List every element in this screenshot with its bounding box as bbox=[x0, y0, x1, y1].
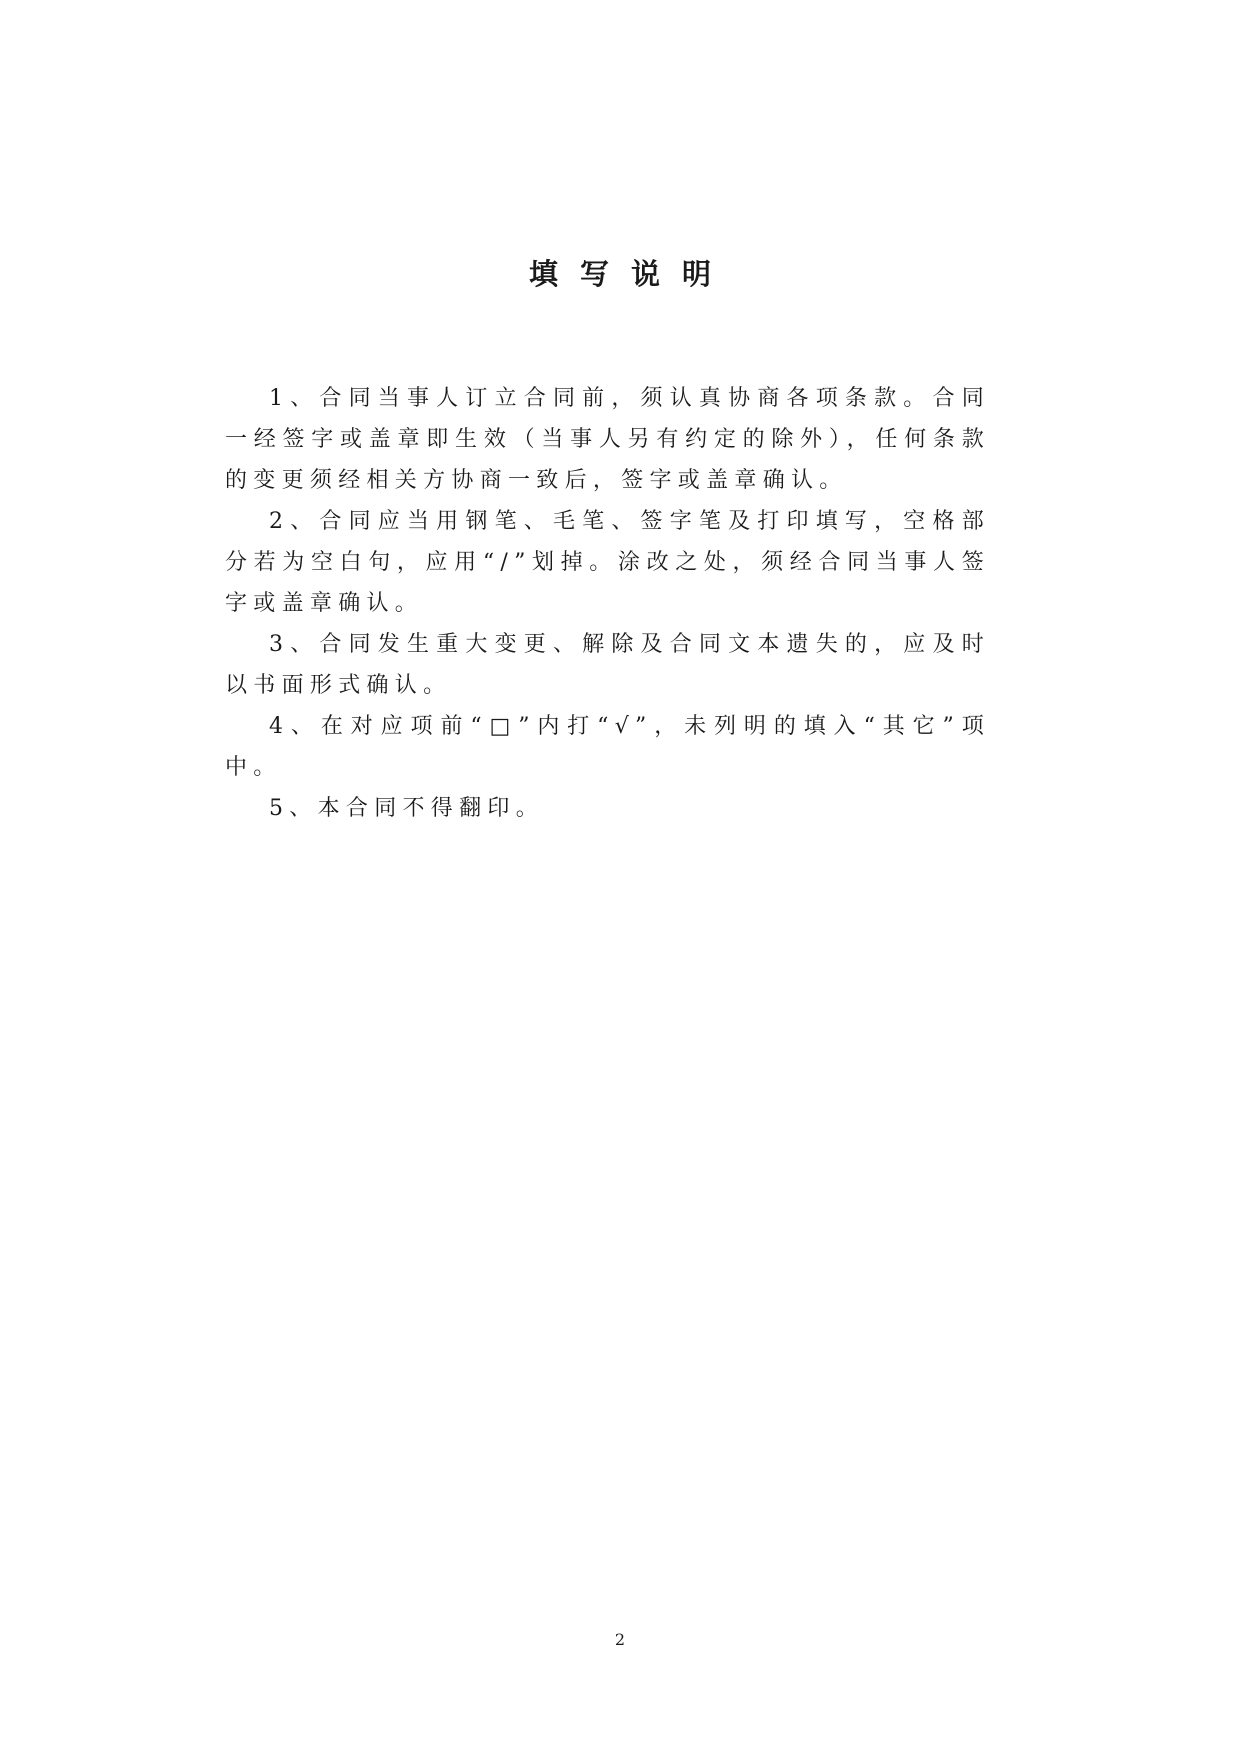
document-title: 填写说明 bbox=[528, 257, 733, 291]
instruction-item-1: 1、合同当事人订立合同前，须认真协商各项条款。合同一经签字或盖章即生效（当事人另有约定的除外），任何条款的变更须经相关方协商一致后，签字或盖章确认。 bbox=[225, 386, 990, 493]
instruction-item-4: 4、在对应项前“□”内打“√”，未列明的填入“其它”项中。 bbox=[225, 714, 990, 780]
instruction-item-3: 3、合同发生重大变更、解除及合同文本遗失的，应及时以书面形式确认。 bbox=[225, 632, 990, 698]
instruction-item-2: 2、合同应当用钢笔、毛笔、签字笔及打印填写，空格部分若为空白句，应用“/”划掉。涂改之处，须经合同当事人签字或盖章确认。 bbox=[225, 509, 990, 616]
page-number: 2 bbox=[614, 1630, 626, 1649]
instruction-item-5: 5、本合同不得翻印。 bbox=[269, 796, 544, 821]
instructions-body bbox=[225, 378, 990, 829]
